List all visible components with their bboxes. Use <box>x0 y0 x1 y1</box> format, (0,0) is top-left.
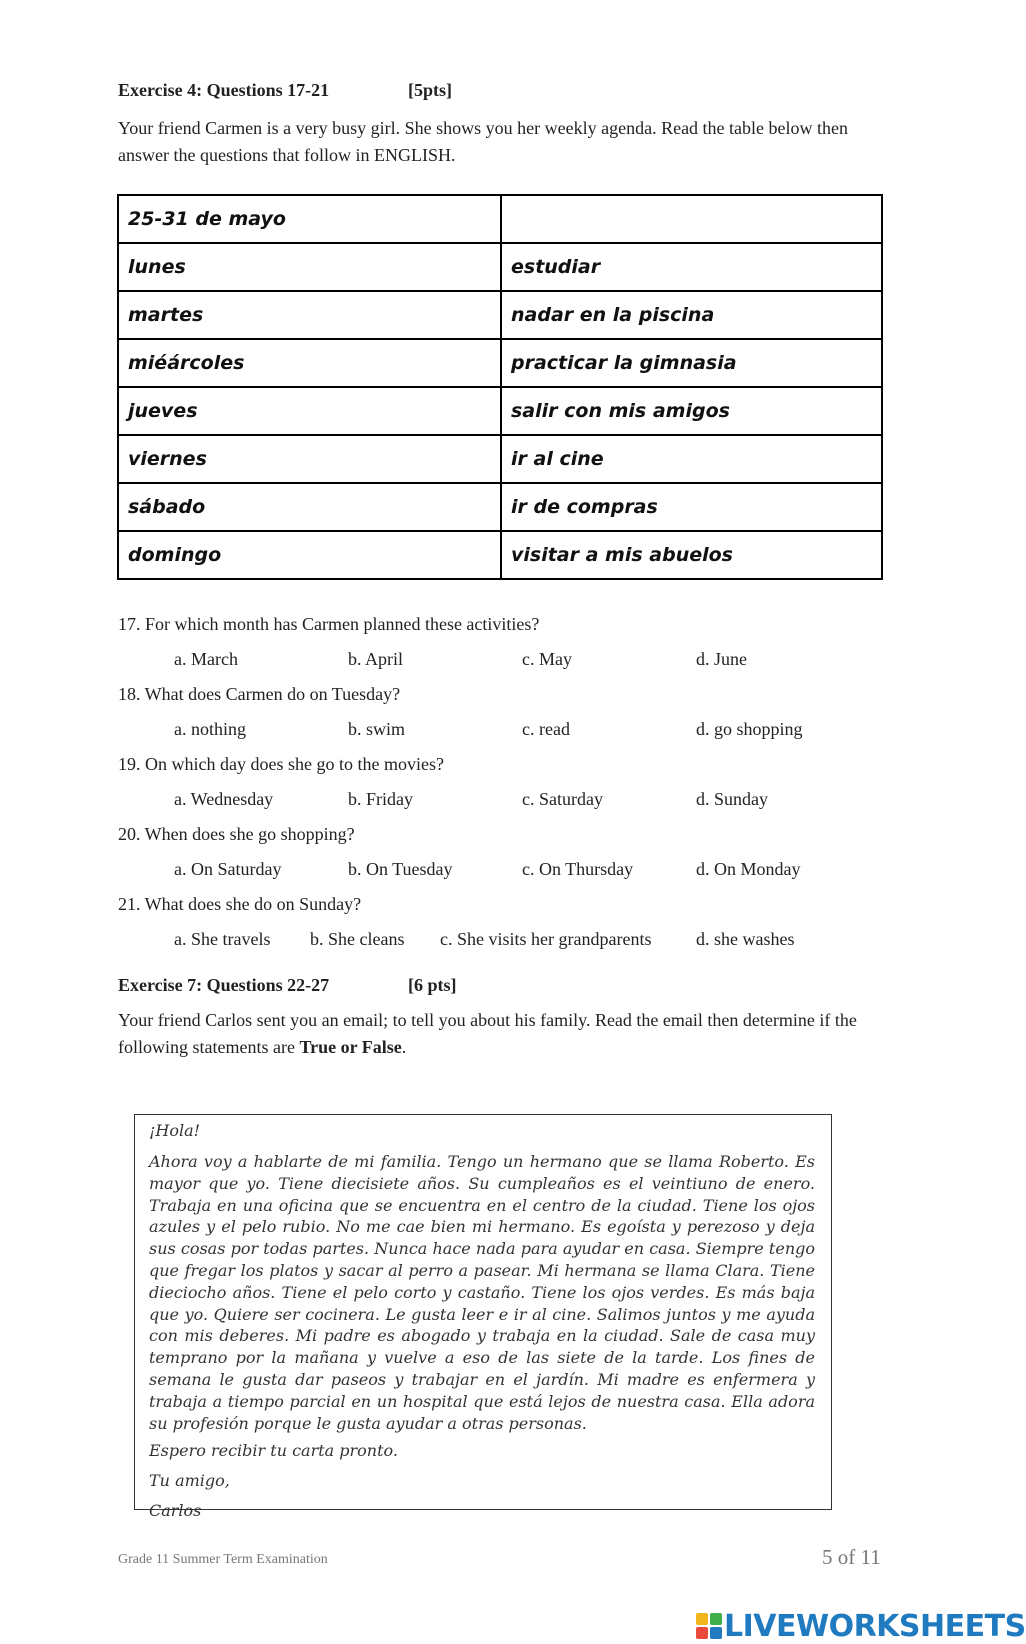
question-option[interactable]: a. She travels <box>174 929 271 949</box>
question-21: 21. What does she do on Sunday? <box>118 894 362 914</box>
true-false-emphasis: True or False <box>299 1037 402 1057</box>
question-option[interactable]: b. On Tuesday <box>348 859 453 879</box>
weekly-agenda-table <box>117 194 883 580</box>
question-20: 20. When does she go shopping? <box>118 824 355 844</box>
agenda-activity: practicar la gimnasia <box>501 339 882 387</box>
footer-exam-title: Grade 11 Summer Term Examination <box>118 1552 328 1567</box>
question-17-options <box>118 649 898 675</box>
page-number: 5 of 11 <box>822 1545 881 1569</box>
question-option[interactable]: d. June <box>696 649 747 669</box>
question-option[interactable]: c. On Thursday <box>522 859 634 879</box>
question-option[interactable]: b. She cleans <box>310 929 405 949</box>
exercise-4-title: Exercise 4: Questions 17-21 <box>118 80 330 100</box>
exercise-7-title: Exercise 7: Questions 22-27 <box>118 975 330 995</box>
agenda-day: viernes <box>118 435 501 483</box>
question-option[interactable]: b. Friday <box>348 789 413 809</box>
agenda-day: jueves <box>118 387 501 435</box>
email-body: Ahora voy a hablarte de mi familia. Tengo un hermano que se llama Roberto. Es mayor que yo. Tiene diecisiete años. Su cumpleaños es el veintiuno de enero. Trabaja en una oficina que se encuentra en el centro de la ciudad. Tiene los ojos azules y el pelo rubio. No me cae bien mi hermano. Es egoísta y perezoso y deja sus cosas por todas partes. Nunca hace nada para ayudar en casa. Siempre tengo que fregar los platos y sacar al perro a pasear. Mi hermana se llama Clara. Tiene dieciocho años. Tiene el pelo corto y castaño. Tiene los ojos verdes. Es más baja que yo. Quiere ser cocinera. Le gusta leer e ir al cine. Salimos juntos y me ayuda con mis deberes. Mi padre es abogado y trabaja en la ciudad. Sale de casa muy temprano por la mañana y vuelve a eso de las siete de la tarde. Los fines de semana le gusta dar paseos y trabajar en el jardín. Mi madre es enfermera y trabaja a tiempo parcial en un hospital que está lejos de nuestra casa. Ella adora su profesión porque le gusta ayudar a otras personas. <box>149 1152 815 1433</box>
question-21-options <box>118 929 898 955</box>
agenda-activity: salir con mis amigos <box>501 387 882 435</box>
question-option[interactable]: a. Wednesday <box>174 789 274 809</box>
question-option[interactable]: a. March <box>174 649 238 669</box>
question-18-options <box>118 719 898 745</box>
agenda-row <box>118 291 882 339</box>
exercise-7-instructions <box>118 1007 888 1061</box>
agenda-row <box>118 483 882 531</box>
email-box <box>134 1114 832 1520</box>
liveworksheets-logo-text: LIVEWORKSHEETS <box>724 1609 1026 1644</box>
email-signature: Carlos <box>149 1501 202 1520</box>
question-option[interactable]: d. On Monday <box>696 859 801 879</box>
agenda-header-row <box>118 195 882 243</box>
liveworksheets-logo-icon <box>696 1613 722 1639</box>
agenda-activity: nadar en la piscina <box>501 291 882 339</box>
question-19: 19. On which day does she go to the movies? <box>118 754 444 774</box>
instructions-text: Your friend Carlos sent you an email; to tell you about his family. Read the email then determine if the following statements are <box>118 1010 857 1057</box>
exercise-7-points: [6 pts] <box>408 975 457 995</box>
agenda-day: domingo <box>118 531 501 579</box>
question-option[interactable]: d. she washes <box>696 929 795 949</box>
exercise-4-heading <box>118 80 452 101</box>
question-17: 17. For which month has Carmen planned these activities? <box>118 614 540 634</box>
exercise-4-instructions: Your friend Carmen is a very busy girl. She shows you her weekly agenda. Read the table below then answer the questions that follow in ENGLISH. <box>118 118 849 165</box>
agenda-row <box>118 339 882 387</box>
agenda-day: lunes <box>118 243 501 291</box>
agenda-activity: ir al cine <box>501 435 882 483</box>
exercise-7-heading <box>118 975 457 996</box>
agenda-day: miéárcoles <box>118 339 501 387</box>
question-option[interactable]: b. swim <box>348 719 406 739</box>
agenda-day: martes <box>118 291 501 339</box>
agenda-row <box>118 243 882 291</box>
question-18: 18. What does Carmen do on Tuesday? <box>118 684 401 704</box>
question-option[interactable]: c. May <box>522 649 572 669</box>
question-option[interactable]: d. go shopping <box>696 719 803 739</box>
question-option[interactable]: c. She visits her grandparents <box>440 929 652 949</box>
question-option[interactable]: c. Saturday <box>522 789 603 809</box>
agenda-row <box>118 435 882 483</box>
agenda-activity: visitar a mis abuelos <box>501 531 882 579</box>
question-20-options <box>118 859 898 885</box>
agenda-activity: ir de compras <box>501 483 882 531</box>
agenda-activity: estudiar <box>501 243 882 291</box>
instructions-end: . <box>401 1037 407 1057</box>
agenda-row <box>118 531 882 579</box>
agenda-header-empty-cell <box>501 195 882 243</box>
question-option[interactable]: c. read <box>522 719 570 739</box>
email-greeting: ¡Hola! <box>149 1121 201 1140</box>
question-option[interactable]: a. nothing <box>174 719 246 739</box>
agenda-row <box>118 387 882 435</box>
agenda-date-cell: 25-31 de mayo <box>118 195 501 243</box>
agenda-day: sábado <box>118 483 501 531</box>
question-option[interactable]: a. On Saturday <box>174 859 282 879</box>
email-signoff: Tu amigo, <box>149 1471 230 1490</box>
email-closing: Espero recibir tu carta pronto. <box>149 1441 398 1460</box>
question-option[interactable]: b. April <box>348 649 404 669</box>
exercise-4-points: [5pts] <box>408 80 452 100</box>
question-option[interactable]: d. Sunday <box>696 789 768 809</box>
question-19-options <box>118 789 898 815</box>
